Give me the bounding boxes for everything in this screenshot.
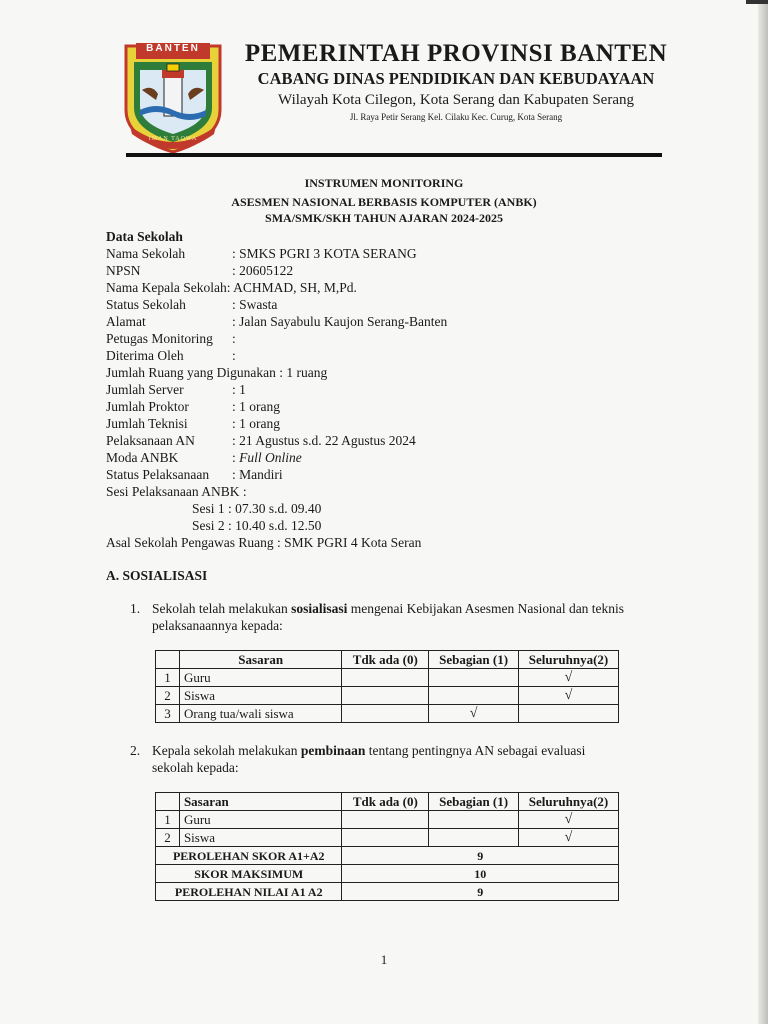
rooms-used-row: Jumlah Ruang yang Digunakan : 1 ruang (106, 365, 328, 380)
field-row (106, 432, 666, 449)
table-header-row (156, 651, 619, 669)
question-text-start: Kepala sekolah melakukan (152, 743, 301, 758)
question-text (152, 600, 630, 634)
header-tdk-ada: Tdk ada (0) (342, 651, 429, 669)
table-header-row (156, 793, 619, 811)
field-label: Pelaksanaan AN (106, 433, 195, 448)
doc-title-2: ASESMEN NASIONAL BERBASIS KOMPUTER (ANBK) (231, 195, 537, 209)
cell-seluruhnya: √ (519, 687, 619, 705)
field-value-italic: Full Online (239, 450, 302, 465)
field-label: Petugas Monitoring (106, 331, 213, 346)
question-2 (130, 742, 630, 776)
question-number: 2. (130, 743, 141, 758)
question-text-end: tentang pentingnya AN sebagai evaluasi sekolah kepada: (152, 743, 586, 775)
cell-sebagian: √ (429, 705, 519, 723)
cell-tdk-ada (342, 829, 429, 847)
letterhead-address: Jl. Raya Petir Serang Kel. Cilaku Kec. Curug, Kota Serang (349, 112, 563, 122)
field-row (106, 330, 666, 347)
summary-value: 9 (342, 883, 619, 901)
field-label: Jumlah Proktor (106, 399, 189, 414)
field-value: : ACHMAD, SH, M,Pd. (226, 280, 357, 295)
field-label: Nama Kepala Sekolah (106, 280, 227, 295)
field-row (106, 449, 666, 466)
doc-title-1: INSTRUMEN MONITORING (304, 176, 464, 190)
letterhead-divider (126, 153, 662, 157)
logo-motto-text: IMAN TAQWA (148, 136, 198, 142)
field-value: : (232, 348, 236, 363)
cell-seluruhnya (519, 705, 619, 723)
question-keyword: pembinaan (300, 743, 366, 758)
cell-sebagian (429, 669, 519, 687)
summary-value: 9 (342, 847, 619, 865)
cell-seluruhnya: √ (519, 811, 619, 829)
field-row (106, 245, 666, 262)
table-row (156, 687, 619, 705)
header-tdk-ada: Tdk ada (0) (342, 793, 429, 811)
letterhead (236, 40, 676, 124)
field-value: : Swasta (232, 297, 278, 312)
field-row (106, 313, 666, 330)
session-heading: Sesi Pelaksanaan ANBK : (106, 484, 247, 499)
cell-seluruhnya: √ (519, 829, 619, 847)
row-number: 1 (156, 811, 180, 829)
field-label: Alamat (106, 314, 146, 329)
field-value-prefix: : (232, 450, 240, 465)
field-label: Moda ANBK (106, 450, 179, 465)
field-value: : 1 orang (232, 399, 280, 414)
summary-label: SKOR MAKSIMUM (156, 865, 342, 883)
cell-tdk-ada (342, 669, 429, 687)
field-label: Diterima Oleh (106, 348, 184, 363)
school-data-heading: Data Sekolah (106, 229, 183, 244)
field-value: : 1 orang (232, 416, 280, 431)
row-number: 2 (156, 829, 180, 847)
table-row (156, 705, 619, 723)
header-no (156, 651, 180, 669)
row-target: Siswa (179, 687, 341, 705)
row-target: Guru (179, 669, 341, 687)
session-1: Sesi 1 : 07.30 s.d. 09.40 (192, 501, 322, 516)
cell-tdk-ada (342, 811, 429, 829)
letterhead-office: CABANG DINAS PENDIDIKAN DAN KEBUDAYAAN (257, 69, 655, 88)
header-seluruhnya: Seluruhnya(2) (519, 793, 619, 811)
supervisor-origin-row: Asal Sekolah Pengawas Ruang : SMK PGRI 4 Kota Seran (106, 535, 422, 550)
field-value: : Mandiri (232, 467, 283, 482)
field-value: : 1 (232, 382, 246, 397)
question-text-end: mengenai Kebijakan Asesmen Nasional dan teknis pelaksanaannya kepada: (152, 601, 625, 633)
logo-banner-text: BANTEN (146, 43, 200, 54)
school-data (106, 228, 666, 551)
question-number: 1. (130, 601, 141, 616)
field-value: : (232, 331, 236, 346)
table-row (156, 669, 619, 687)
question-text-start: Sekolah telah melakukan (152, 601, 292, 616)
table-row (156, 829, 619, 847)
summary-row (156, 883, 619, 901)
scan-edge (758, 0, 768, 1024)
row-target: Siswa (179, 829, 342, 847)
field-label: Status Pelaksanaan (106, 467, 210, 482)
field-value: : 20605122 (232, 263, 294, 278)
letterhead-government: PEMERINTAH PROVINSI BANTEN (244, 40, 668, 67)
table-sosialisasi (155, 650, 619, 723)
header-sasaran: Sasaran (179, 651, 341, 669)
question-1 (130, 600, 630, 634)
row-target: Orang tua/wali siswa (179, 705, 341, 723)
header-no (156, 793, 180, 811)
header-sasaran: Sasaran (179, 793, 342, 811)
cell-seluruhnya: √ (519, 669, 619, 687)
question-text (152, 742, 630, 776)
field-row (106, 296, 666, 313)
field-row (106, 279, 666, 296)
cell-tdk-ada (342, 687, 429, 705)
summary-row (156, 865, 619, 883)
section-a-title: A. SOSIALISASI (106, 568, 208, 583)
header-sebagian: Sebagian (1) (429, 793, 519, 811)
row-number: 2 (156, 687, 180, 705)
header-seluruhnya: Seluruhnya(2) (519, 651, 619, 669)
summary-label: PEROLEHAN NILAI A1 A2 (156, 883, 342, 901)
field-label: Jumlah Teknisi (106, 416, 188, 431)
summary-row (156, 847, 619, 865)
question-keyword: sosialisasi (291, 601, 348, 616)
row-number: 1 (156, 669, 180, 687)
field-label: NPSN (106, 263, 141, 278)
field-label: Jumlah Server (106, 382, 184, 397)
letterhead-region: Wilayah Kota Cilegon, Kota Serang dan Kabupaten Serang (278, 92, 634, 108)
row-number: 3 (156, 705, 180, 723)
field-label: Status Sekolah (106, 297, 186, 312)
page-number: 1 (380, 952, 388, 967)
row-target: Guru (179, 811, 342, 829)
field-row (106, 347, 666, 364)
field-value: : 21 Agustus s.d. 22 Agustus 2024 (232, 433, 416, 448)
field-label: Nama Sekolah (106, 246, 186, 261)
scan-mark (746, 0, 768, 4)
field-row (106, 381, 666, 398)
doc-title-3: SMA/SMK/SKH TAHUN AJARAN 2024-2025 (265, 211, 503, 225)
summary-value: 10 (342, 865, 619, 883)
field-row (106, 415, 666, 432)
field-value: : Jalan Sayabulu Kaujon Serang-Banten (232, 314, 448, 329)
field-value: : SMKS PGRI 3 KOTA SERANG (232, 246, 417, 261)
cell-sebagian (429, 811, 519, 829)
session-2: Sesi 2 : 10.40 s.d. 12.50 (192, 518, 322, 533)
field-row (106, 466, 666, 483)
cell-tdk-ada (342, 705, 429, 723)
field-row (106, 262, 666, 279)
table-pembinaan (155, 792, 619, 901)
cell-sebagian (429, 687, 519, 705)
header-sebagian: Sebagian (1) (429, 651, 519, 669)
cell-sebagian (429, 829, 519, 847)
field-row (106, 398, 666, 415)
summary-label: PEROLEHAN SKOR A1+A2 (156, 847, 342, 865)
table-row (156, 811, 619, 829)
